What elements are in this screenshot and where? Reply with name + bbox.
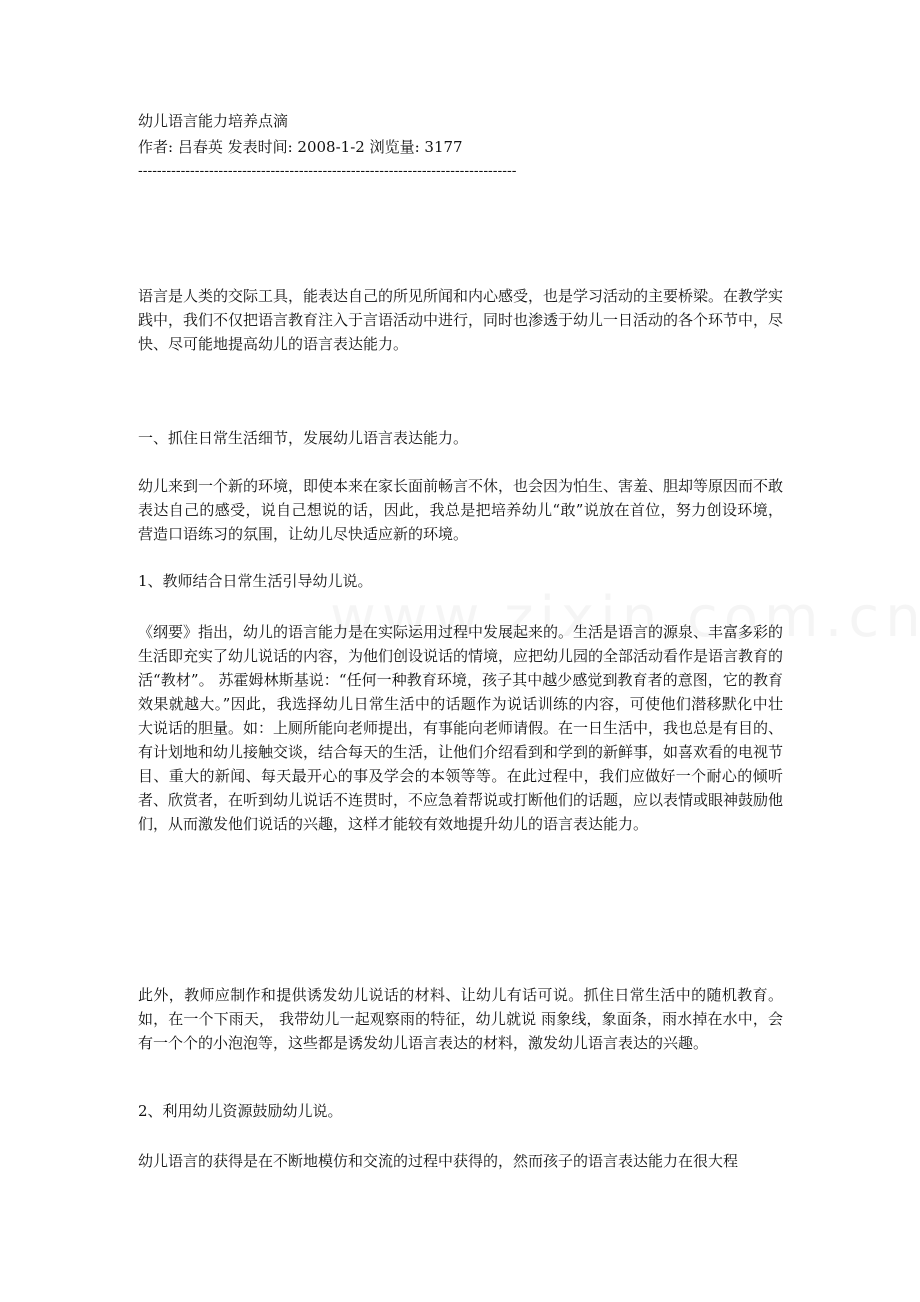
article-title: 幼儿语言能力培养点滴	[138, 112, 289, 130]
section-heading-1: 一、抓住日常生活细节，发展幼儿语言表达能力。	[138, 429, 469, 447]
divider-line: --------------------------------------------------------------------------------	[138, 163, 517, 179]
subsection-heading-2: 2、利用幼儿资源鼓励幼儿说。	[138, 1102, 343, 1120]
paragraph-section-1: 幼儿来到一个新的环境，即使本来在家长面前畅言不休，也会因为怕生、害羞、胆却等原因而不敢表达自己的感受，说自己想说的话，因此，我总是把培养幼儿“敢”说放在首位，努力创设环境，营造口语练习的氛围，让幼儿尽快适应新的环境。	[138, 477, 784, 543]
paragraph-intro: 语言是人类的交际工具，能表达自己的所见所闻和内心感受，也是学习活动的主要桥梁。在教学实践中，我们不仅把语言教育注入于言语活动中进行，同时也渗透于幼儿一日活动的各个环节中，尽快、尽可能地提高幼儿的语言表达能力。	[138, 287, 784, 353]
paragraph-subsection-2: 幼儿语言的获得是在不断地模仿和交流的过程中获得的，然而孩子的语言表达能力在很大程	[138, 1152, 739, 1170]
subsection-heading-1: 1、教师结合日常生活引导幼儿说。	[138, 572, 373, 590]
paragraph-subsection-1: 《纲要》指出，幼儿的语言能力是在实际运用过程中发展起来的。生活是语言的源泉、丰富多彩的生活即充实了幼儿说话的内容，为他们创设说话的情境，应把幼儿园的全部活动看作是语言教育的活“教材”。 苏霍姆林斯基说：“任何一种教育环境，孩子其中越少感觉到教育者的意图，它的教育效果就越大。”因此，我选择幼儿日常生活中的话题作为说话训练的内容，可使他们潜移默化中壮大说话的胆量。如：上厕所能向老师提出，有事能向老师请假。在一日生活中，我也总是有目的、有计划地和幼儿接触交谈，结合每天的生活，让他们介绍看到和学到的新鲜事，如喜欢看的电视节目、重大的新闻、每天最开心的事及学会的本领等等。在此过程中，我们应做好一个耐心的倾听者、欣赏者，在听到幼儿说话不连贯时，不应急着帮说或打断他们的话题，应以表情或眼神鼓励他们，从而激发他们说话的兴趣，这样才能较有效地提升幼儿的语言表达能力。	[138, 623, 784, 833]
article-meta: 作者: 吕春英 发表时间: 2008-1-2 浏览量: 3177	[138, 138, 463, 156]
paragraph-additional: 此外，教师应制作和提供诱发幼儿说话的材料、让幼儿有话可说。抓住日常生活中的随机教育。如，在一个下雨天， 我带幼儿一起观察雨的特征，幼儿就说 雨象线，象面条，雨水掉在水中，会有一个个的小泡泡等，这些都是诱发幼儿语言表达的材料，激发幼儿语言表达的兴趣。	[138, 986, 783, 1052]
